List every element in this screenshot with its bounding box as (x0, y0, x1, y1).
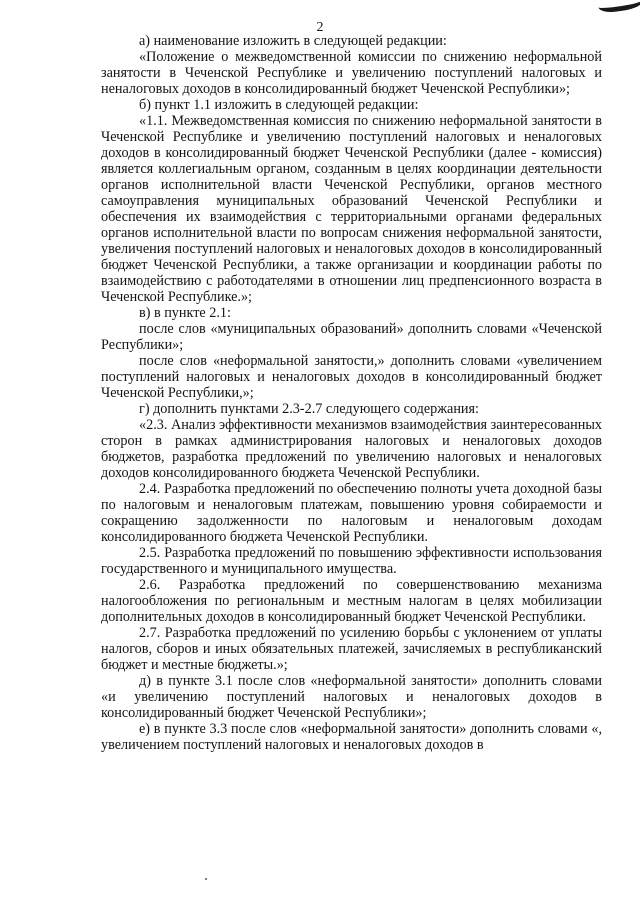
paragraph-g: г) дополнить пунктами 2.3-2.7 следующего содержания: (139, 401, 479, 417)
paragraph-2-7: 2.7. Разработка предложений по усилению борьбы с уклонением от уплаты налогов, сборов и иных обязательных платежей, зачисляемых в республиканский бюджет и местные бюджеты.»; (101, 625, 602, 673)
corner-mark (597, 0, 640, 14)
paragraph-2-6: 2.6. Разработка предложений по совершенствованию механизма налогообложения по региональным и местным налогам в целях мобилизации дополнительных доходов в консолидированный бюджет Чеченской Республики. (101, 577, 602, 625)
paragraph-2-5: 2.5. Разработка предложений по повышению эффективности использования государственного и муниципального имущества. (101, 545, 602, 577)
paragraph-b-quote: «1.1. Межведомственная комиссия по снижению неформальной занятости в Чеченской Республике и увеличению поступлений налоговых и неналоговых доходов в консолидированный бюджет Чеченской Республики (далее - комиссия) является коллегиальным органом, созданным в целях координации деятельности органов исполнительной власти Чеченской Республики, органов местного самоуправления муниципальных образований Чеченской Республики и обеспечения их взаимодействия с территориальными органами федеральных органов исполнительной власти по вопросам снижения неформальной занятости, увеличения поступлений налоговых и неналоговых доходов в консолидированный бюджет Чеченской Республики, а также организации и координации работы по взаимодействию с работодателями в отношении лиц предпенсионного возраста в Чеченской Республике.»; (101, 113, 602, 305)
page-number: 2 (316, 20, 324, 35)
paragraph-v-2: после слов «неформальной занятости,» дополнить словами «увеличением поступлений налоговых и неналоговых доходов в консолидированный бюджет Чеченской Республики,»; (101, 353, 602, 401)
paragraph-d: д) в пункте 3.1 после слов «неформальной занятости» дополнить словами «и увеличению поступлений налоговых и неналоговых доходов в консолидированный бюджет Чеченской Республики»; (101, 673, 602, 721)
paragraph-a: а) наименование изложить в следующей редакции: (139, 33, 447, 49)
document-body (101, 33, 602, 753)
paragraph-2-4: 2.4. Разработка предложений по обеспечению полноты учета доходной базы по налоговым и неналоговым платежам, повышению уровня собираемости и сокращению задолженности по налоговым и неналоговым доходам консолидированного бюджета Чеченской Республики. (101, 481, 602, 545)
paragraph-v-1: после слов «муниципальных образований» дополнить словами «Чеченской Республики»; (101, 321, 602, 353)
paragraph-v: в) в пункте 2.1: (139, 305, 231, 321)
scan-speck (205, 878, 207, 880)
paragraph-b: б) пункт 1.1 изложить в следующей редакции: (139, 97, 419, 113)
paragraph-a-quote: «Положение о межведомственной комиссии по снижению неформальной занятости в Чеченской Республике и увеличению поступлений налоговых и неналоговых доходов в консолидированный бюджет Чеченской Республики»; (101, 49, 602, 97)
paragraph-e: е) в пункте 3.3 после слов «неформальной занятости» дополнить словами «, увеличением поступлений налоговых и неналоговых доходов в (101, 721, 602, 753)
paragraph-2-3: «2.3. Анализ эффективности механизмов взаимодействия заинтересованных сторон в рамках администрирования налоговых и неналоговых доходов бюджетов, разработка предложений по увеличению налоговых и неналоговых доходов консолидированного бюджета Чеченской Республики. (101, 417, 602, 481)
